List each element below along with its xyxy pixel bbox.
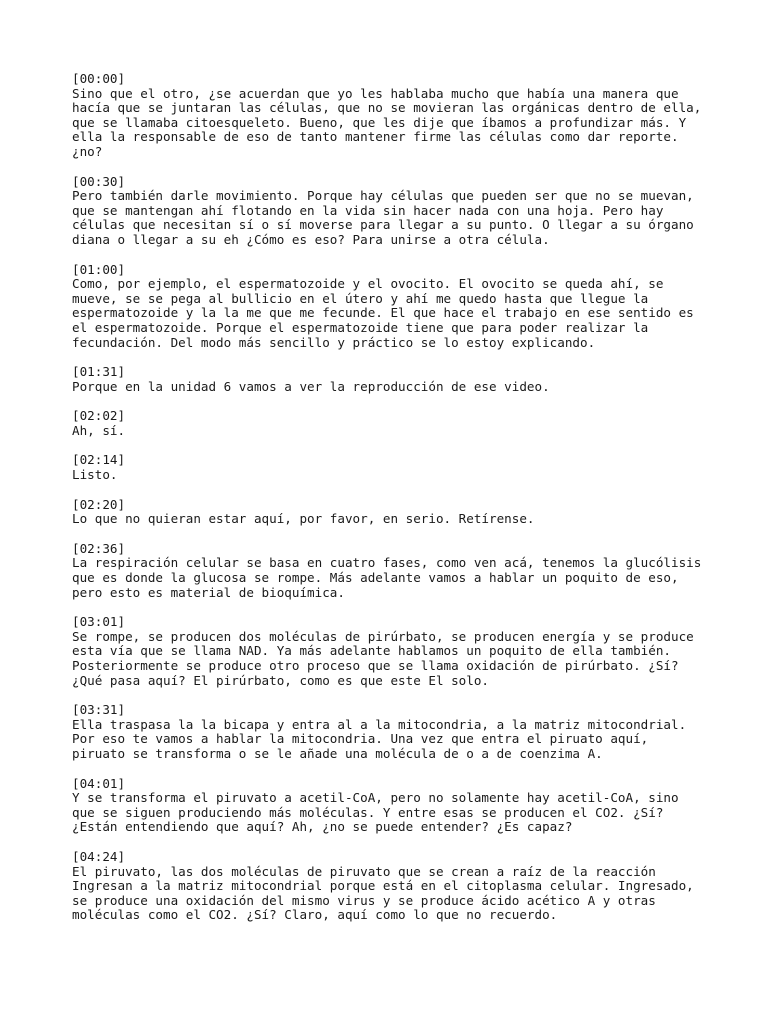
transcript-segment [72,615,702,688]
timestamp: [01:00] [72,261,126,277]
transcript-segment [72,498,702,527]
transcript-segment [72,453,702,482]
transcript-segment [72,409,702,438]
timestamp: [02:14] [72,452,126,468]
transcript-segment [72,703,702,761]
timestamp: [01:31] [72,364,126,380]
segment-text: Ella traspasa la la bicapa y entra al a la mitocondria, a la matriz mitocondrial. Por eso te vamos a hablar la mitocondria. Una vez que entra el piruato aquí, piruato se transforma o se le añade una molécula de o a de coenzima A. [72,716,687,761]
transcript-segment [72,175,702,248]
segment-text: Ah, sí. [72,422,126,438]
timestamp: [04:24] [72,848,126,864]
segment-text: Lo que no quieran estar aquí, por favor, en serio. Retírense. [72,511,535,527]
segment-text: Porque en la unidad 6 vamos a ver la reproducción de ese video. [72,378,550,394]
transcript-segment [72,850,702,923]
segment-text: Se rompe, se producen dos moléculas de pirúrbato, se producen energía y se produce esta vía que se llama NAD. Ya más adelante hablamos un poquito de ella también. Posteriormente se produce otro proceso que se llama oxidación de pirúrbato. ¿Sí? ¿Qué pasa aquí? El pirúrbato, como es que este El solo. [72,628,694,688]
timestamp: [03:31] [72,702,126,718]
transcript-segment [72,72,702,160]
transcript-segment [72,542,702,600]
segment-text: El piruvato, las dos moléculas de piruvato que se crean a raíz de la reacción Ingresan a la matriz mitocondrial porque está en el citoplasma celular. Ingresado, se produce una oxidación del mismo virus y se produce ácido acético A y otras moléculas como el CO2. ¿Sí? Claro, aquí como lo que no recuerdo. [72,863,694,923]
transcript-page [72,72,702,938]
timestamp: [02:02] [72,408,126,424]
segment-text: Pero también darle movimiento. Porque hay células que pueden ser que no se muevan, que se mantengan ahí flotando en la vida sin hacer nada con una hoja. Pero hay células que necesitan sí o sí moverse para llegar a su punto. O llegar a su órgano diana o llegar a su eh ¿Cómo es eso? Para unirse a otra célula. [72,188,694,247]
timestamp: [00:30] [72,173,126,189]
segment-text: Listo. [72,467,118,483]
transcript-segment [72,777,702,835]
timestamp: [02:20] [72,496,126,512]
segment-text: La respiración celular se basa en cuatro fases, como ven acá, tenemos la glucólisis que es donde la glucosa se rompe. Más adelante vamos a hablar un poquito de eso, pero esto es material de bioquímica. [72,555,702,600]
transcript-segment [72,263,702,351]
transcript-segment [72,365,702,394]
segment-text: Sino que el otro, ¿se acuerdan que yo les hablaba mucho que había una manera que hacía que se juntaran las células, que no se movieran las orgánicas dentro de ella, que se llamaba citoesqueleto. Bueno, que les dije que íbamos a profundizar más. Y ella la responsable de eso de tanto mantener firme las células como dar reporte. ¿no? [72,85,702,159]
timestamp: [04:01] [72,775,126,791]
segment-text: Como, por ejemplo, el espermatozoide y el ovocito. El ovocito se queda ahí, se mueve, se se pega al bullicio en el útero y ahí me quedo hasta que llegue la espermatozoide y la la me que me fecunde. El que hace el trabajo en ese sentido es el espermatozoide. Porque el espermatozoide tiene que para poder realizar la fecundación. Del modo más sencillo y práctico se lo estoy explicando. [72,276,694,350]
timestamp: [02:36] [72,540,126,556]
timestamp: [00:00] [72,71,126,86]
timestamp: [03:01] [72,614,126,630]
segment-text: Y se transforma el piruvato a acetil-CoA, pero no solamente hay acetil-CoA, sino que se siguen produciendo más moléculas. Y entre esas se producen el CO2. ¿Sí? ¿Están entendiendo que aquí? Ah, ¿no se puede entender? ¿Es capaz? [72,790,679,835]
